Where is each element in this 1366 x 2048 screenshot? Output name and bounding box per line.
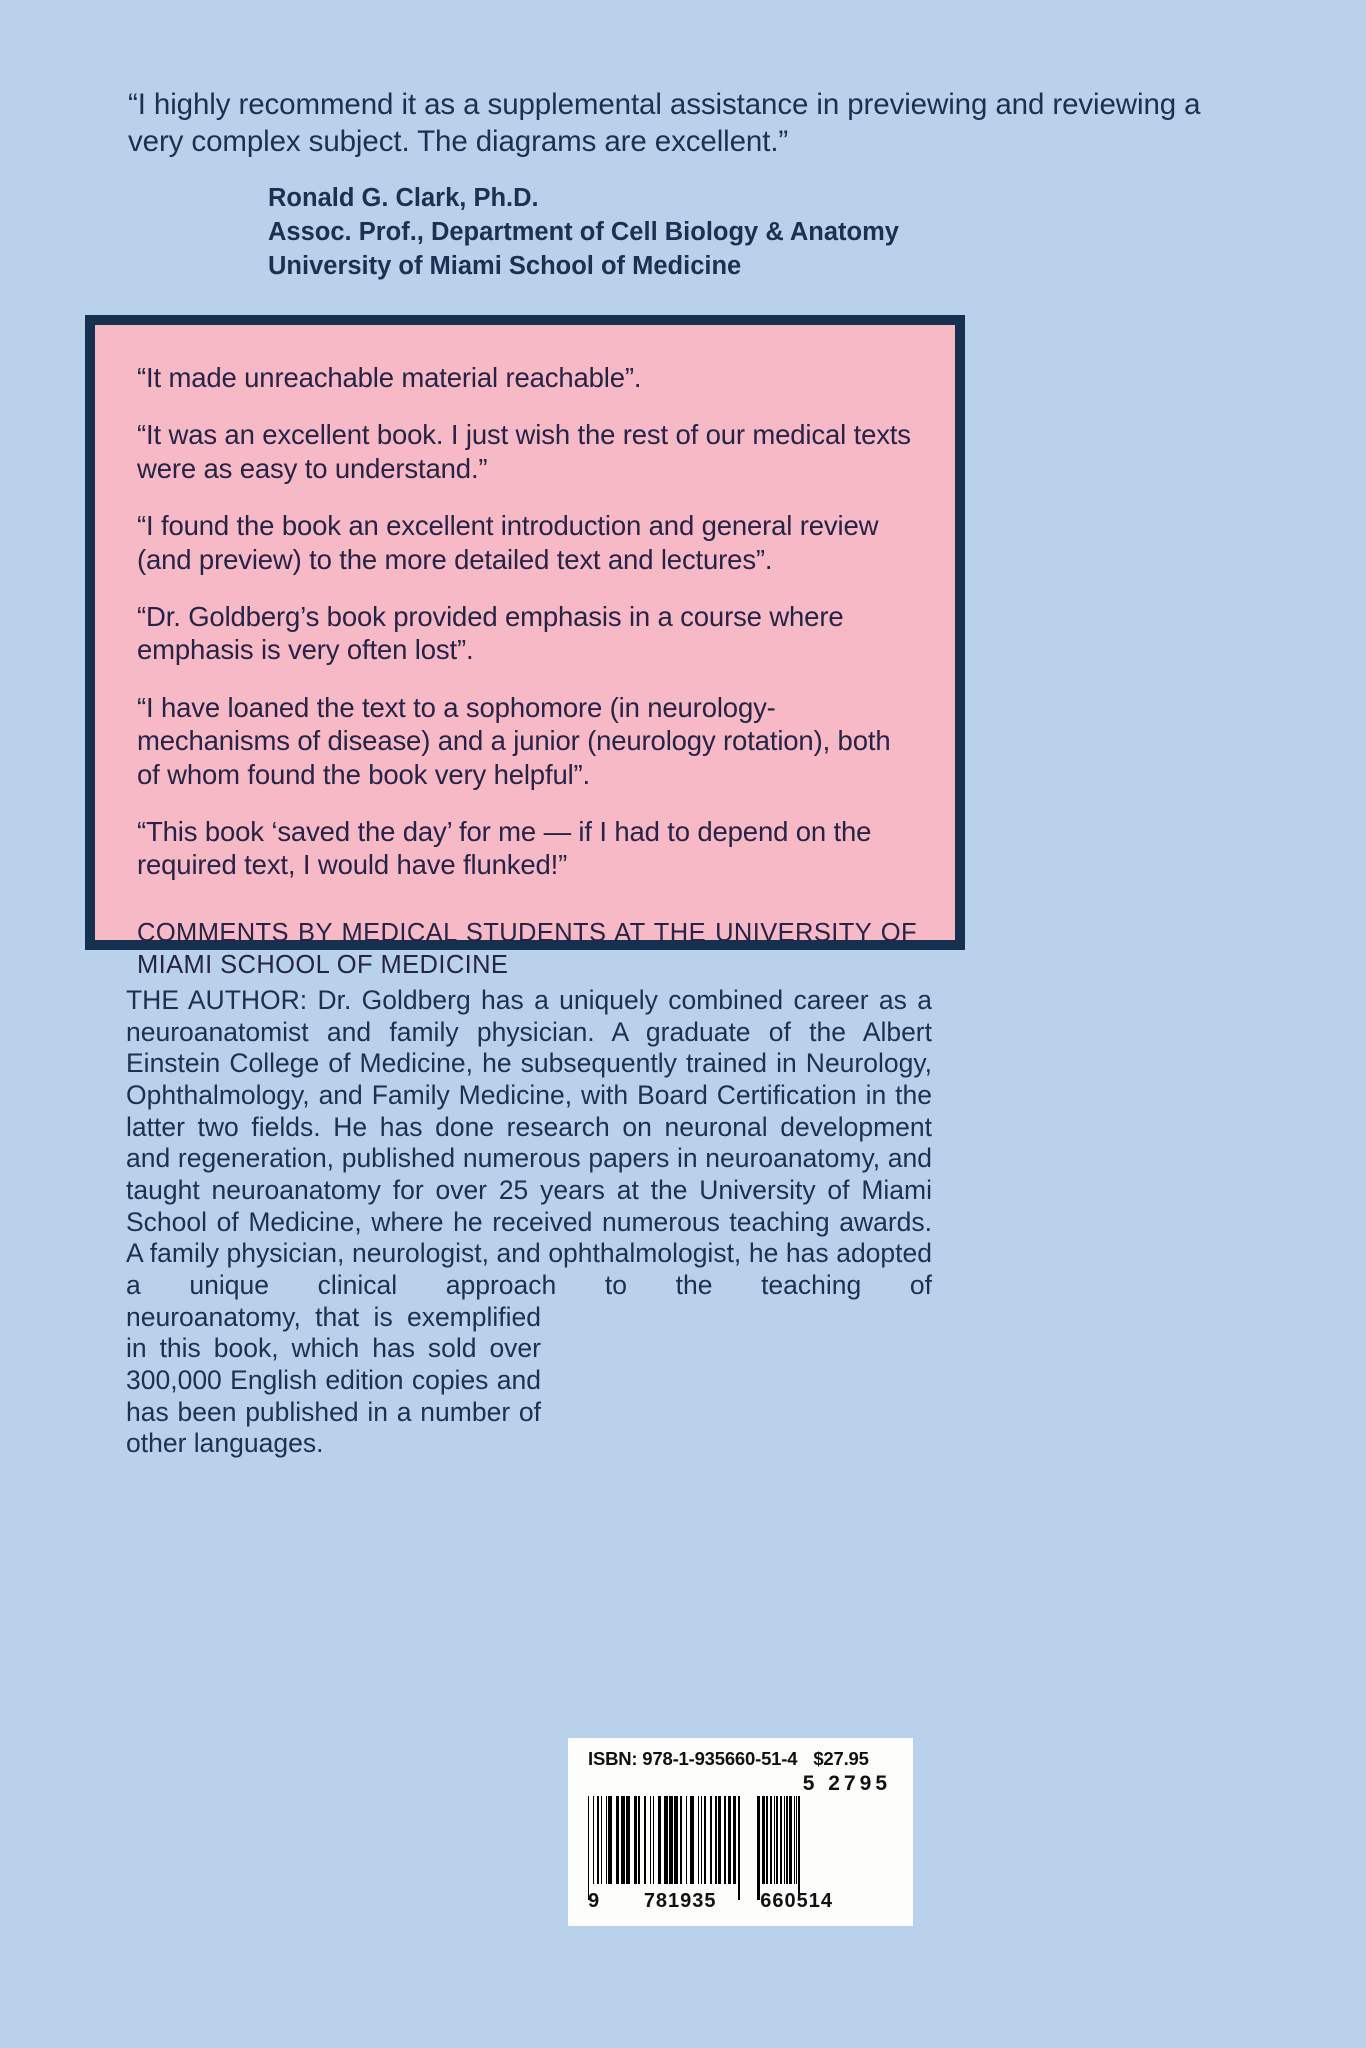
author-bio-continued: neuroanatomy, that is exemplified in this book, which has sold over 300,000 English edition copies and has been published in a number of other languages. [126, 1301, 541, 1459]
student-comments-box [85, 315, 965, 979]
endorser-name: Ronald G. Clark, Ph.D. [268, 184, 539, 212]
student-quote: “I found the book an excellent introduction and general review (and preview) to the more detailed text and lectures”. [137, 510, 879, 575]
barcode-addon-digits: 5 2795 [802, 1772, 891, 1795]
ean-digits [588, 1890, 833, 1913]
author-bio [126, 985, 932, 1460]
ean-left-digit: 9 [588, 1890, 601, 1912]
student-quote: “It made unreachable material reachable”. [137, 362, 642, 393]
endorser-title: Assoc. Prof., Department of Cell Biology & Anatomy [268, 217, 899, 246]
endorsement-attribution [268, 182, 1228, 284]
author-bio-main: THE AUTHOR: Dr. Goldberg has a uniquely combined career as a neuroanatomist and family physician. A graduate of the Albert Einstein College of Medicine, he subsequently trained in Neurology, Ophthalmology, and Family Medicine, with Board Certification in the latter two fields. He has done research on neuronal development and regeneration, published numerous papers in neuroanatomy, and taught neuroanatomy for over 25 years at the University of Miami School of Medicine, where he received numerous teaching awards. A family physician, neurologist, and ophthalmologist, he has adopted a unique clinical approach to the teaching of [126, 985, 932, 1300]
student-quote: “Dr. Goldberg’s book provided emphasis in a course where emphasis is very often lost”. [137, 601, 844, 666]
top-endorsement-quote: “I highly recommend it as a supplemental assistance in previewing and reviewing a very complex subject. The diagrams are excellent.” [128, 88, 1201, 159]
student-quote: “It was an excellent book. I just wish the rest of our medical texts were as easy to understand.” [137, 419, 911, 484]
ean5-addon-barcode [757, 1796, 801, 1900]
price-label: $27.95 [813, 1748, 869, 1769]
barcode-panel [568, 1738, 913, 1926]
isbn-number: ISBN: 978-1-935660-51-4 [588, 1748, 798, 1769]
student-comments-source: COMMENTS BY MEDICAL STUDENTS AT THE UNIVERSITY OF MIAMI SCHOOL OF MEDICINE [137, 918, 917, 979]
ean13-barcode [588, 1796, 741, 1900]
student-quote: “I have loaned the text to a sophomore (in neurology-mechanisms of disease) and a junior (neurology rotation), both of whom found the book very helpful”. [137, 691, 891, 790]
ean-group-1: 781935 [643, 1890, 717, 1912]
student-quote: “This book ‘saved the day’ for me — if I had to depend on the required text, I would have flunked!” [137, 816, 872, 881]
isbn-line [588, 1748, 899, 1770]
barcode-bars-row [588, 1796, 801, 1900]
ean-group-2: 660514 [760, 1890, 833, 1912]
endorser-institution: University of Miami School of Medicine [268, 251, 742, 280]
